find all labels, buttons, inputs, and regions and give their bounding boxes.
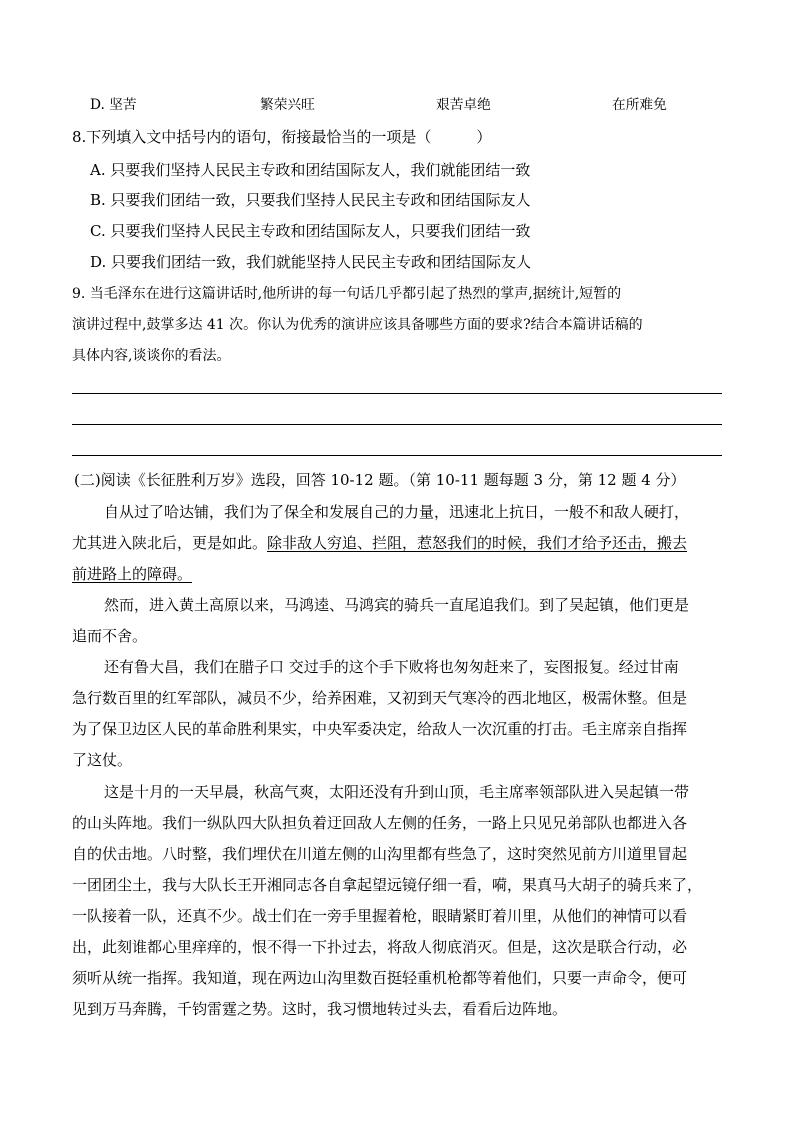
p1-line-1: 自从过了哈达铺，我们为了保全和发展自己的力量，迅速北上抗日，一般不和敌人硬打， — [104, 503, 690, 521]
answer-line-3[interactable] — [72, 455, 722, 456]
q8-option-c: C. 只要我们坚持人民民主专政和团结国际友人，只要我们团结一致 — [90, 222, 531, 240]
q8-option-b: B. 只要我们团结一致，只要我们坚持人民民主专政和团结国际友人 — [90, 191, 531, 209]
section-2-heading: (二)阅读《长征胜利万岁》选段，回答 10-12 题。（第 10-11 题每题 3 分，第 12 题 4 分） — [74, 471, 686, 489]
p4-line-7: 须听从统一指挥。我知道，现在两边山沟里数百挺轻重机枪都等着他们，只要一声命令，便可 — [72, 969, 688, 987]
q7-option-d-word-4: 在所难免 — [612, 97, 667, 113]
p4-line-1: 这是十月的一天早晨，秋高气爽，太阳还没有升到山顶，毛主席率领部队进入吴起镇一带 — [104, 783, 690, 801]
q8-stem: 8.下列填入文中括号内的语句，衔接最恰当的一项是（ ） — [72, 128, 492, 146]
p2-line-2: 追而不舍。 — [72, 627, 148, 645]
p4-line-2: 的山头阵地。我们一纵队四大队担负着迂回敌人左侧的任务，一路上只见兄弟部队也都进入各 — [72, 814, 688, 832]
q7-option-d-word-3: 艰苦卓绝 — [436, 97, 491, 113]
q9-line-1: 9. 当毛泽东在进行这篇讲话时,他所讲的每一句话几乎都引起了热烈的掌声,据统计,短暂的 — [72, 286, 622, 302]
p1-line-2 — [72, 533, 687, 553]
p4-line-4: 一团团尘土，我与大队长王开湘同志各自拿起望远镜仔细一看，嗬，果真马大胡子的骑兵来了， — [72, 876, 703, 894]
q9-line-2: 演讲过程中,鼓掌多达 41 次。你认为优秀的演讲应该具备哪些方面的要求?结合本篇讲话稿的 — [72, 317, 643, 333]
answer-line-2[interactable] — [72, 424, 722, 425]
p2-line-1: 然而，进入黄土高原以来，马鸿逵、马鸿宾的骑兵一直尾追我们。到了吴起镇，他们更是 — [104, 596, 690, 614]
q7-option-d-word-2: 繁荣兴旺 — [260, 97, 315, 113]
p1-line-3 — [72, 564, 192, 584]
p1-underlined-sentence: 除非敌人穷追、拦阻，惹怒我们的时候，我们才给予还击，搬去 — [267, 534, 688, 552]
p4-line-6: 出，此刻谁都心里痒痒的，恨不得一下扑过去，将敌人彻底消灭。但是，这次是联合行动，必 — [72, 938, 688, 956]
p3-line-3: 为了保卫边区人民的革命胜利果实，中央军委决定，给敌人一次沉重的打击。毛主席亲自指挥 — [72, 720, 688, 738]
p1-underlined-sentence-end: 前进路上的障碍。 — [72, 565, 193, 583]
q7-option-d-row — [0, 95, 794, 115]
p3-line-4: 了这仗。 — [72, 751, 133, 769]
answer-line-1[interactable] — [72, 393, 722, 394]
p3-line-1: 还有鲁大昌，我们在腊子口 交过手的这个手下败将也匆匆赶来了，妄图报复。经过甘南 — [104, 658, 679, 676]
q7-option-d-label: D. 坚苦 — [90, 97, 137, 113]
p1-line-2-plain: 尤其进入陕北后，更是如此。 — [72, 534, 268, 552]
p4-line-3: 自的伏击地。八时整，我们埋伏在川道左侧的山沟里都有些急了，这时突然见前方川道里冒起 — [72, 845, 688, 863]
q9-line-3: 具体内容,谈谈你的看法。 — [72, 348, 231, 364]
q8-option-a: A. 只要我们坚持人民民主专政和团结国际友人，我们就能团结一致 — [90, 161, 531, 179]
p3-line-2: 急行数百里的红军部队，减员不少，给养困难，又初到天气寒冷的西北地区，极需休整。但是 — [72, 689, 688, 707]
p4-line-8: 见到万马奔腾，千钧雷霆之势。这时，我习惯地转过头去，看看后边阵地。 — [72, 1000, 568, 1018]
q8-option-d: D. 只要我们团结一致，我们就能坚持人民民主专政和团结国际友人 — [90, 253, 532, 271]
p4-line-5: 一队接着一队，还真不少。战士们在一旁手里握着枪，眼睛紧盯着川里，从他们的神情可以看 — [72, 907, 688, 925]
